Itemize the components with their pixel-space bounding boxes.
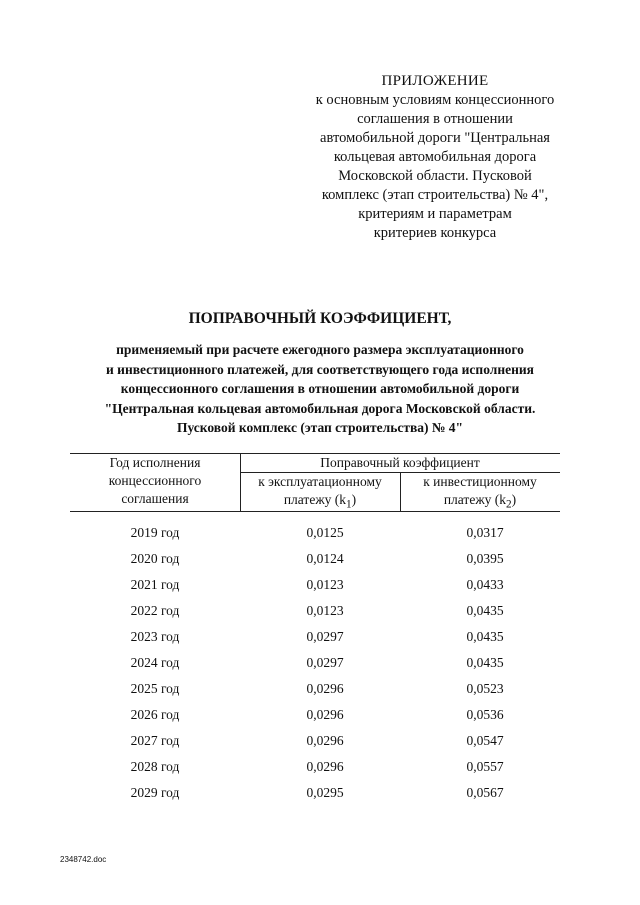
k2-cell: 0,0557 — [466, 759, 504, 774]
year-cell: 2029 год — [130, 785, 180, 800]
year-cell: 2026 год — [130, 707, 180, 722]
table-row — [70, 525, 560, 551]
appendix-line: автомобильной дороги "Центральная — [320, 130, 550, 146]
k2-cell: 0,0435 — [466, 655, 504, 670]
heading-line: и инвестиционного платежей, для соответствующего года исполнения — [106, 361, 534, 377]
k1-cell: 0,0123 — [306, 603, 344, 618]
document-heading — [40, 310, 600, 438]
year-cell: 2027 год — [130, 733, 180, 748]
appendix-line: Московской области. Пусковой — [338, 168, 532, 184]
k2-cell: 0,0523 — [466, 681, 504, 696]
appendix-line: к основным условиям концессионного — [315, 92, 555, 108]
table-row — [70, 655, 560, 681]
heading-line: применяемый при расчете ежегодного размера эксплуатационного — [116, 342, 524, 357]
year-cell: 2023 год — [130, 629, 180, 644]
appendix-title: ПРИЛОЖЕНИЕ — [381, 73, 489, 89]
footer-filename: 2348742.doc — [60, 855, 107, 864]
appendix-line: критериев конкурса — [373, 225, 497, 241]
k1-cell: 0,0296 — [306, 733, 344, 748]
heading-subtitle — [40, 340, 600, 438]
table-row — [70, 785, 560, 811]
k2-cell: 0,0567 — [466, 785, 504, 800]
k2-cell: 0,0435 — [466, 603, 504, 618]
table-row — [70, 603, 560, 629]
heading-title: ПОПРАВОЧНЫЙ КОЭФФИЦИЕНТ, — [188, 310, 452, 327]
k1-cell: 0,0297 — [306, 629, 344, 644]
k1-cell: 0,0296 — [306, 759, 344, 774]
table-row — [70, 707, 560, 733]
year-cell: 2028 год — [130, 759, 180, 774]
table-row — [70, 681, 560, 707]
k2-cell: 0,0536 — [466, 707, 504, 722]
header-year: Год исполнения концессионного соглашения — [108, 455, 202, 506]
k1-cell: 0,0297 — [306, 655, 344, 670]
table-row — [70, 577, 560, 603]
year-cell: 2021 год — [130, 577, 180, 592]
heading-line: концессионного соглашения в отношении автомобильной дороги — [120, 381, 520, 396]
appendix-block — [290, 72, 580, 243]
k2-cell: 0,0395 — [466, 551, 504, 566]
table-row — [70, 759, 560, 785]
table-row — [70, 629, 560, 655]
table-row — [70, 551, 560, 577]
year-cell: 2025 год — [130, 681, 180, 696]
header-k2: к инвестиционному платежу $(k_2)$ — [423, 474, 537, 511]
year-cell: 2019 год — [130, 525, 180, 540]
appendix-line: критериям и параметрам — [358, 206, 512, 222]
year-cell: 2022 год — [130, 603, 180, 618]
appendix-line: кольцевая автомобильная дорога — [333, 149, 537, 165]
k1-cell: 0,0123 — [306, 577, 344, 592]
heading-line: "Центральная кольцевая автомобильная дорога Московской области. — [104, 400, 536, 416]
year-cell: 2024 год — [130, 655, 180, 670]
k1-cell: 0,0125 — [306, 525, 344, 540]
header-coefficient: Поправочный коэффициент — [320, 455, 480, 470]
k2-cell: 0,0317 — [466, 525, 504, 540]
appendix-line: соглашения в отношении — [357, 111, 513, 127]
appendix-line: комплекс (этап строительства) № 4", — [321, 187, 549, 203]
k2-cell: 0,0547 — [466, 733, 504, 748]
k1-cell: 0,0295 — [306, 785, 344, 800]
table-row — [70, 733, 560, 759]
table-body — [70, 525, 560, 811]
heading-line: Пусковой комплекс (этап строительства) № 4" — [176, 420, 464, 435]
k1-cell: 0,0124 — [306, 551, 344, 566]
header-k1: к эксплуатационному платежу $(k_1)$ — [258, 474, 382, 511]
k1-cell: 0,0296 — [306, 681, 344, 696]
k1-cell: 0,0296 — [306, 707, 344, 722]
k2-cell: 0,0433 — [466, 577, 504, 592]
k2-cell: 0,0435 — [466, 629, 504, 644]
year-cell: 2020 год — [130, 551, 180, 566]
